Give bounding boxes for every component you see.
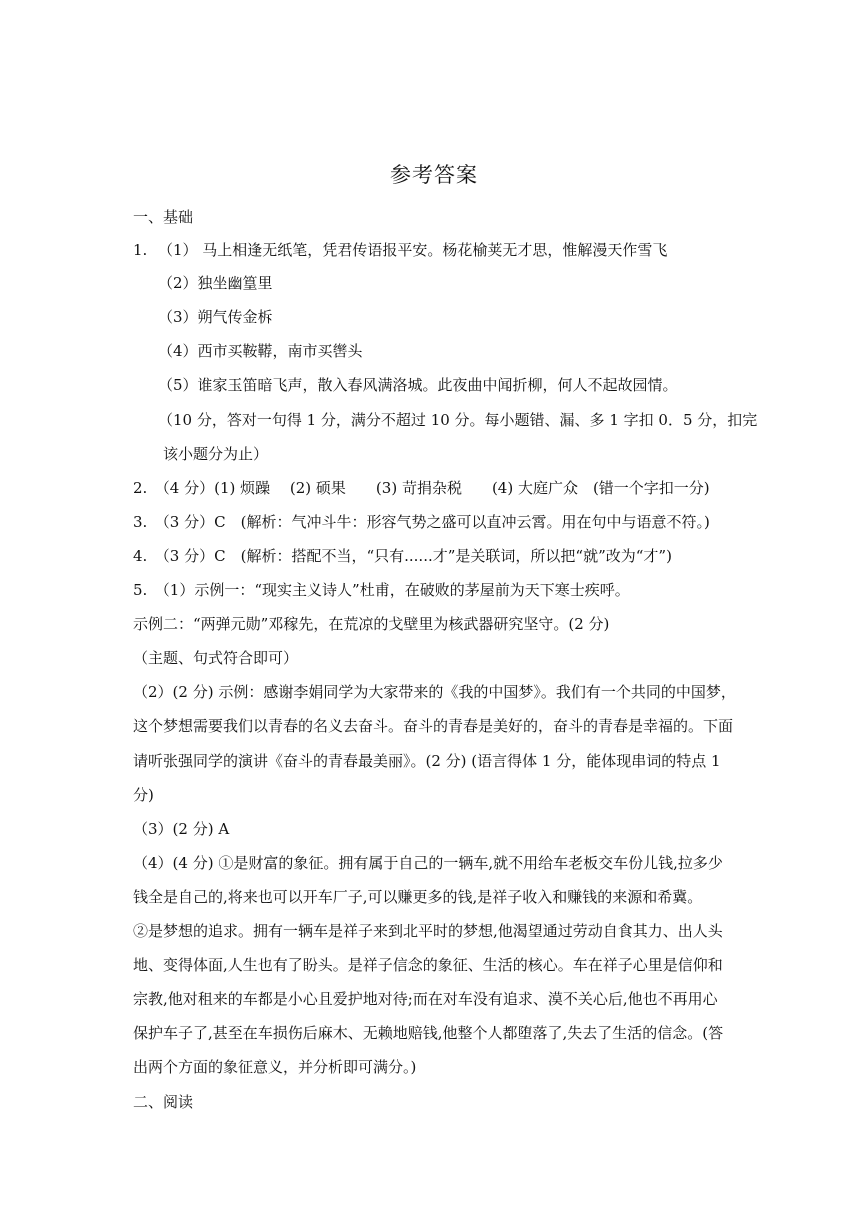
page-title: 参考答案 — [390, 163, 478, 187]
section-heading-reading: 二、阅读 — [133, 1093, 194, 1111]
q3-answer: 3. （3 分）C (解析：气冲斗牛：形容气势之盛可以直冲云霄。用在句中与语意不符。) — [133, 513, 710, 531]
q5-part1-example1: 5. （1）示例一：“现实主义诗人”杜甫，在破败的茅屋前为天下寒士疾呼。 — [133, 581, 630, 599]
q5-part1-example2: 示例二：“两弹元勋”邓稼先，在荒凉的戈壁里为核武器研究坚守。(2 分) — [133, 615, 610, 633]
q1-item-1: （1） 马上相逢无纸笔，凭君传语报平安。杨花榆荚无才思，惟解漫天作雪飞 — [158, 241, 668, 259]
q5-part4-line-2: 钱全是自己的,将来也可以开车厂子,可以赚更多的钱,是祥子收入和赚钱的来源和希冀。 — [133, 888, 703, 906]
q5-part4-line-4: 地、变得体面,人生也有了盼头。是祥子信念的象征、生活的核心。车在祥子心里是信仰和 — [133, 956, 723, 974]
q5-part2-line-3: 请听张强同学的演讲《奋斗的青春最美丽》。(2 分) (语言得体 1 分，能体现串词的特点 1 — [133, 752, 721, 770]
q5-part1-note: （主题、句式符合即可） — [133, 649, 299, 667]
q1-number: 1. — [133, 241, 148, 259]
q1-item-3: （3）朔气传金柝 — [158, 308, 273, 326]
q1-item-4: （4）西市买鞍鞯，南市买辔头 — [158, 342, 363, 360]
q5-part2-line-1: （2）(2 分) 示例：感谢李娟同学为大家带来的《我的中国梦》。我们有一个共同的中国梦， — [133, 683, 736, 701]
q1-scoring-note-1: （10 分，答对一句得 1 分，满分不超过 10 分。每小题错、漏、多 1 字扣 0．5 分，扣完 — [158, 411, 758, 429]
q5-part4-line-1: （4）(4 分) ①是财富的象征。拥有属于自己的一辆车,就不用给车老板交车份儿钱,拉多少 — [133, 854, 723, 872]
q5-part4-line-7: 出两个方面的象征意义，并分析即可满分。) — [133, 1058, 417, 1076]
q1-scoring-note-2: 该小题分为止） — [163, 445, 269, 463]
section-heading-basics: 一、基础 — [133, 208, 194, 226]
q5-part4-line-6: 保护车子了,甚至在车损伤后麻木、无赖地赔钱,他整个人都堕落了,失去了生活的信念。(答 — [133, 1024, 724, 1042]
q4-answer: 4. （3 分）C (解析：搭配不当，“只有......才”是关联词，所以把“就”改为“才”) — [133, 547, 672, 565]
q2-answer: 2. （4 分）(1) 烦躁 (2) 硕果 (3) 苛捐杂税 (4) 大庭广众 (错一个字扣一分) — [133, 479, 710, 497]
q1-item-2: （2）独坐幽篁里 — [158, 274, 273, 292]
q5-part4-line-3: ②是梦想的追求。拥有一辆车是祥子来到北平时的梦想,他渴望通过劳动自食其力、出人头 — [133, 922, 723, 940]
q5-part3-answer: （3）(2 分) A — [133, 820, 230, 838]
q5-part2-line-4: 分) — [133, 786, 154, 804]
q1-item-5: （5）谁家玉笛暗飞声，散入春风满洛城。此夜曲中闻折柳，何人不起故园情。 — [158, 376, 678, 394]
q5-part2-line-2: 这个梦想需要我们以青春的名义去奋斗。奋斗的青春是美好的，奋斗的青春是幸福的。下面 — [133, 717, 734, 735]
q5-part4-line-5: 宗教,他对租来的车都是小心且爱护地对待;而在对车没有追求、漠不关心后,他也不再用心 — [133, 990, 718, 1008]
